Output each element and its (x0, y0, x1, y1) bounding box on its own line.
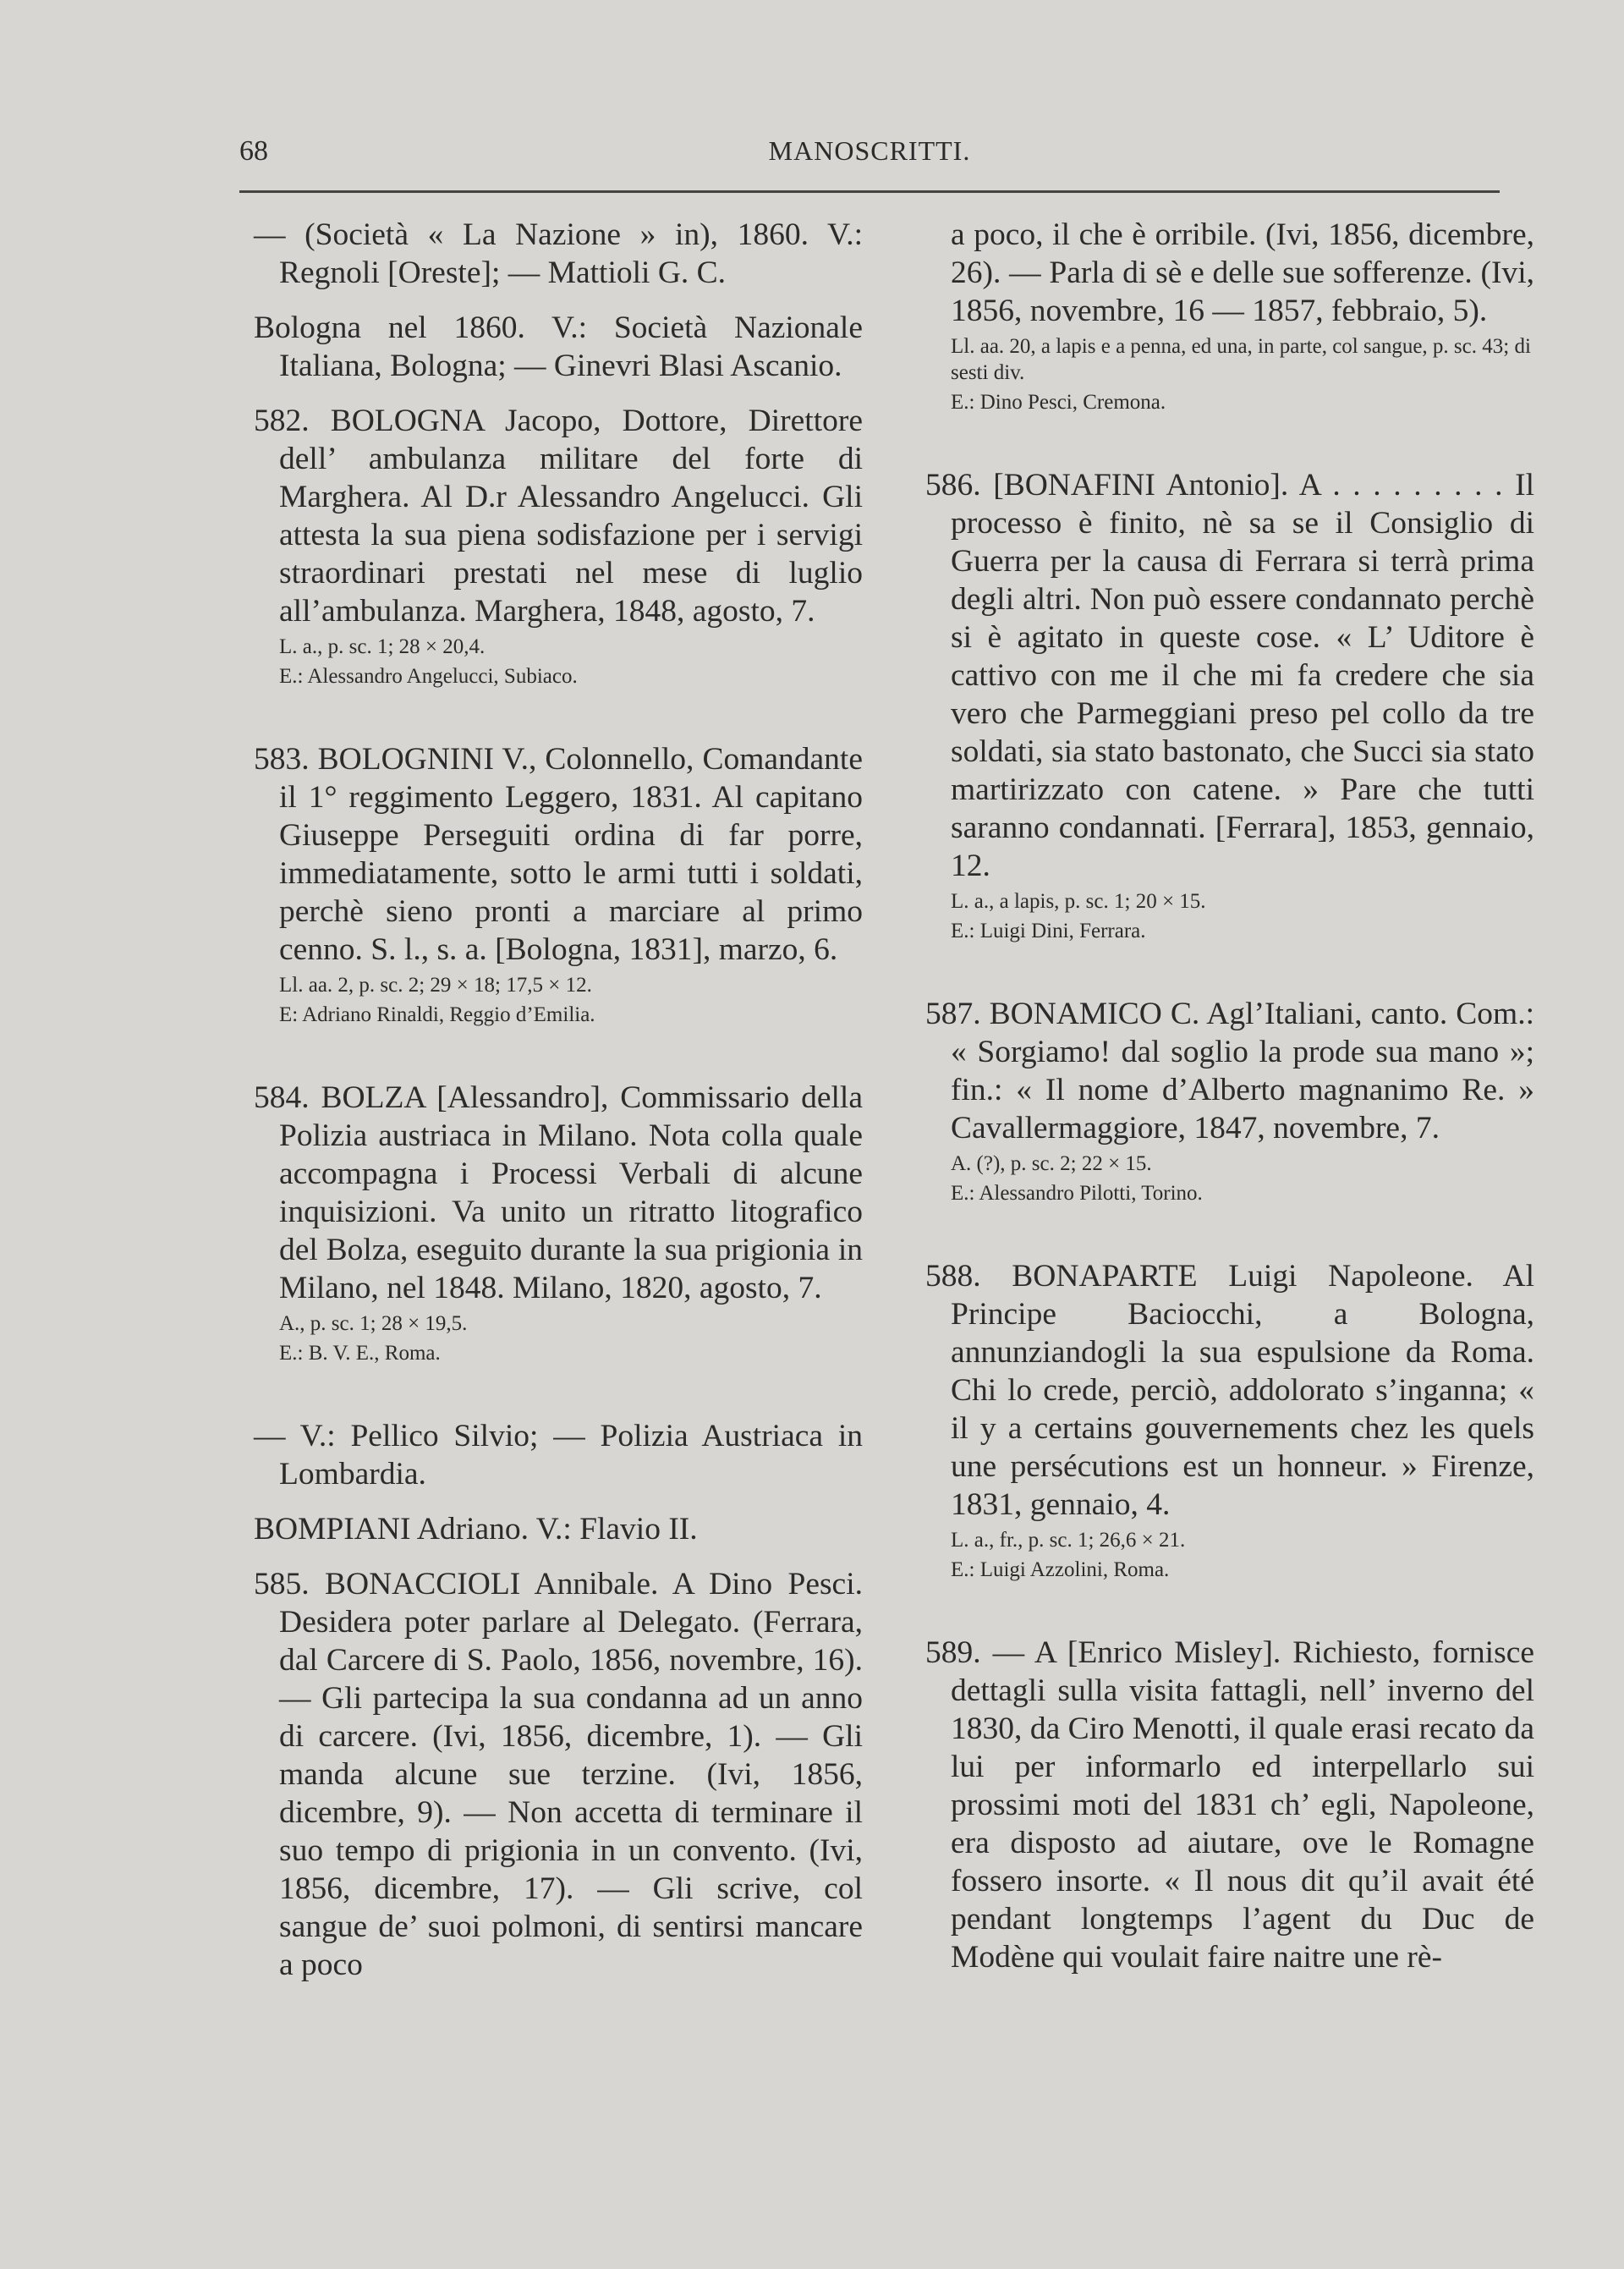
entry-block (254, 740, 863, 1028)
entry-block (925, 216, 1534, 415)
entry-block (925, 466, 1534, 944)
entry-note: E.: Luigi Dini, Ferrara. (951, 920, 1146, 942)
entry: 589. — A [Enrico Misley]. Richiesto, fornisce dettagli sulla visita fattagli, nell’ inverno del 1830, da Ciro Menotti, il quale erasi recato da lui per informarlo ed interpellarlo sui prossimi moti del 1831 ch’ egli, Napoleone, era disposto ad aiutare, ove le Romagne fossero insorte. « Il nous dit qu’il avait été pendant longtemps l’agent du Duc de Modène qui voulait faire naitre une rè- (925, 1635, 1534, 1975)
entry: 587. BONAMICO C. Agl’Italiani, canto. Com.: « Sorgiamo! dal soglio la prode sua mano »; fin.: « Il nome d’Alberto magnanimo Re. » Cavallermaggiore, 1847, novembre, 7. (925, 997, 1534, 1145)
entry-block (925, 995, 1534, 1206)
entry-note: E.: Luigi Azzolini, Roma. (951, 1558, 1170, 1581)
entry-note: L. a., a lapis, p. sc. 1; 20 × 15. (951, 890, 1206, 913)
entry-note: E.: B. V. E., Roma. (279, 1342, 441, 1365)
entry-note: E.: Dino Pesci, Cremona. (951, 391, 1166, 414)
entry-note: Ll. aa. 2, p. sc. 2; 29 × 18; 17,5 × 12. (279, 974, 592, 997)
entry-note: A. (?), p. sc. 2; 22 × 15. (951, 1152, 1152, 1175)
entry-note: E: Adriano Rinaldi, Reggio d’Emilia. (279, 1003, 595, 1026)
entry: Bologna nel 1860. V.: Società Nazionale Italiana, Bologna; — Ginevri Blasi Ascanio. (254, 310, 863, 383)
entry-block (254, 402, 863, 689)
entry: 585. BONACCIOLI Annibale. A Dino Pesci. Desidera poter parlare al Delegato. (Ferrara, dal Carcere di S. Paolo, 1856, novembre, 16). — Gli partecipa la sua condanna ad un anno di carcere. (Ivi, 1856, dicembre, 1). — Gli manda alcune sue terzine. (Ivi, 1856, dicembre, 9). — Non accetta di terminare il suo tempo di prigionia in un convento. (Ivi, 1856, dicembre, 17). — Gli scrive, col sangue de’ suoi polmoni, di sentirsi mancare a poco (254, 1567, 863, 1982)
header-rule (239, 190, 1500, 193)
entry-note: E.: Alessandro Pilotti, Torino. (951, 1182, 1203, 1205)
entry: a poco, il che è orribile. (Ivi, 1856, dicembre, 26). — Parla di sè e delle sue sofferenze. (Ivi, 1856, novembre, 16 — 1857, febbraio, 5). (951, 217, 1534, 328)
left-column (254, 216, 863, 2001)
entry-note: L. a., p. sc. 1; 28 × 20,4. (279, 635, 486, 658)
entry: — (Società « La Nazione » in), 1860. V.: Regnoli [Oreste]; — Mattioli G. C. (254, 217, 863, 290)
entry: 582. BOLOGNA Jacopo, Dottore, Direttore dell’ ambulanza militare del forte di Marghera. Al D.r Alessandro Angelucci. Gli attesta la sua piena sodisfazione per i servigi straordinari prestati nel mese di luglio all’ambulanza. Marghera, 1848, agosto, 7. (254, 404, 863, 629)
entry: 588. BONAPARTE Luigi Napoleone. Al Principe Baciocchi, a Bologna, annunziandogli la sua espulsione da Roma. Chi lo crede, perciò, addolorato s’inganna; « il y a certains gouvernements chez les quels une persécutions est un honneur. » Firenze, 1831, gennaio, 4. (925, 1259, 1534, 1522)
page-header (239, 135, 1500, 178)
entry: 584. BOLZA [Alessandro], Commissario della Polizia austriaca in Milano. Nota colla quale accompagna i Processi Verbali di alcune inquisizioni. Va unito un ritratto litografico del Bolza, eseguito durante la sua prigionia in Milano, nel 1848. Milano, 1820, agosto, 7. (254, 1080, 863, 1305)
entry-block (925, 1257, 1534, 1583)
entry-note: A., p. sc. 1; 28 × 19,5. (279, 1312, 468, 1335)
entry-block (254, 1079, 863, 1366)
entry-note: E.: Alessandro Angelucci, Subiaco. (279, 665, 578, 688)
entry-note: Ll. aa. 20, a lapis e a penna, ed una, in parte, col sangue, p. sc. 43; di sesti div. (951, 335, 1531, 384)
entry: — V.: Pellico Silvio; — Polizia Austriaca in Lombardia. (254, 1419, 863, 1492)
entry: 586. [BONAFINI Antonio]. A . . . . . . . . . Il processo è finito, nè sa se il Consiglio di Guerra per la causa di Ferrara si terrà prima degli altri. Non può essere condannato perchè si è agitato in queste cose. « L’ Uditore è cattivo con me il che mi fa credere che sia vero che Parmeggiani preso pel collo da tre soldati, sia stato bastonato, che Succi sia stato martirizzato con catene. » Pare che tutti saranno condannati. [Ferrara], 1853, gennaio, 12. (925, 468, 1534, 883)
entry: 583. BOLOGNINI V., Colonnello, Comandante il 1° reggimento Leggero, 1831. Al capitano Giuseppe Perseguiti ordina di far porre, immediatamente, sotto le armi tutti i soldati, perchè sieno pronti a marciare al primo cenno. S. l., s. a. [Bologna, 1831], marzo, 6. (254, 742, 863, 967)
entry-note: L. a., fr., p. sc. 1; 26,6 × 21. (951, 1529, 1186, 1552)
right-column (925, 216, 1534, 1993)
running-title: MANOSCRITTI. (768, 135, 971, 166)
entry: BOMPIANI Adriano. V.: Flavio II. (254, 1512, 698, 1547)
page-number: 68 (239, 135, 268, 167)
